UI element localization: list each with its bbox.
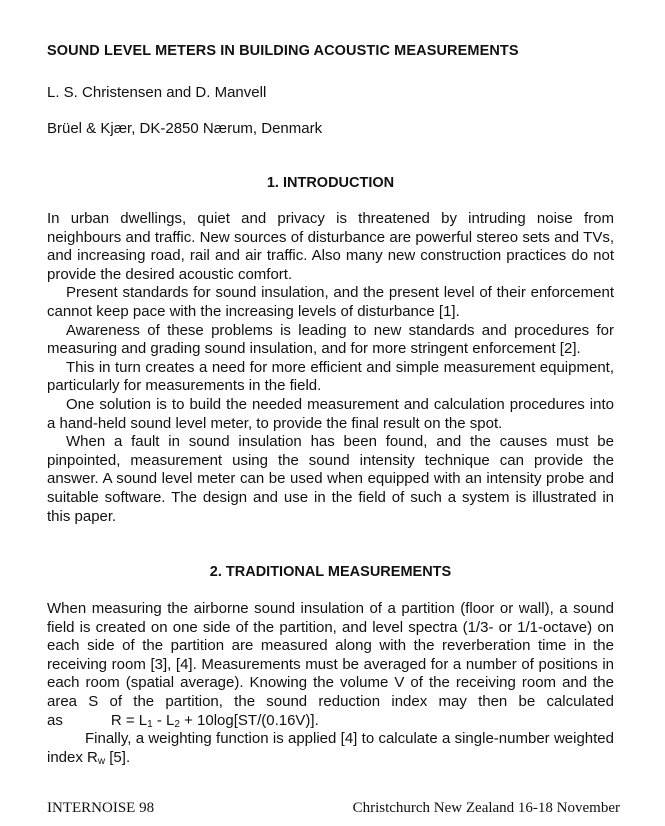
traditional-paragraph-2-end: [5]. <box>105 748 131 766</box>
formula-lhs: R = L <box>110 711 148 729</box>
intro-paragraph-4: This in turn creates a need for more efficient and simple measurement equipment, particularly for measurements in the field. <box>47 358 614 395</box>
section-body-introduction <box>47 210 614 526</box>
formula-rhs: + 10log[ST/(0.16V)]. <box>179 711 319 729</box>
traditional-paragraph-2-start: Finally, a weighting function is applied [4] to calculate a single-number weighted index R <box>47 730 614 766</box>
traditional-paragraph-2 <box>47 730 614 767</box>
sound-reduction-formula <box>111 712 319 729</box>
formula-subscript-2: 2 <box>174 718 180 730</box>
section-body-traditional-measurements <box>47 600 614 767</box>
intro-paragraph-1: In urban dwellings, quiet and privacy is threatened by intruding noise from neighbours and traffic. New sources of disturbance are powerful stereo sets and TVs, and increasing road, rail and air traffic. Also many new construction practices do not provide the desired acoustic comfort. <box>47 210 614 283</box>
formula-mid: - L <box>152 711 175 729</box>
intro-paragraph-6: When a fault in sound insulation has been found, and the causes must be pinpointed, measurement using the sound intensity technique can provide the answer. A sound level meter can be used when equipped with an intensity probe and suitable software. The design and use in the field of such a system is illustrated in this paper. <box>47 433 614 525</box>
formula-subscript-1: 1 <box>147 718 153 730</box>
traditional-paragraph-1 <box>47 600 614 730</box>
intro-paragraph-3: Awareness of these problems is leading to new standards and procedures for measuring and grading sound insulation, and for more stringent enforcement [2]. <box>47 321 614 358</box>
intro-paragraph-2: Present standards for sound insulation, and the present level of their enforcement cannot keep pace with the increasing levels of disturbance [1]. <box>47 284 614 320</box>
footer-conference: INTERNOISE 98 <box>47 800 155 816</box>
paper-title: SOUND LEVEL METERS IN BUILDING ACOUSTIC MEASUREMENTS <box>47 43 519 59</box>
paper-authors: L. S. Christensen and D. Manvell <box>47 84 267 101</box>
intro-paragraph-5: One solution is to build the needed measurement and calculation procedures into a hand-held sound level meter, to provide the final result on the spot. <box>47 395 614 432</box>
section-heading-traditional-measurements: 2. TRADITIONAL MEASUREMENTS <box>209 564 452 580</box>
weighted-index-subscript: w <box>97 755 106 767</box>
paper-affiliation: Brüel & Kjær, DK-2850 Nærum, Denmark <box>47 120 323 137</box>
section-heading-introduction: 1. INTRODUCTION <box>266 175 395 191</box>
traditional-paragraph-1-text: When measuring the airborne sound insulation of a partition (floor or wall), a sound field is created on one side of the partition, and level spectra (1/3- or 1/1-octave) on each side of the partition are measured along with the reverberation time in the receiving room [3], [4]. Measurements must be averaged for a number of positions in each room (spatial average). Knowing the volume V of the receiving room and the area S of the partition, the sound reduction index may then be calculated as <box>47 600 614 729</box>
footer-location-date: Christchurch New Zealand 16-18 November <box>352 800 620 816</box>
